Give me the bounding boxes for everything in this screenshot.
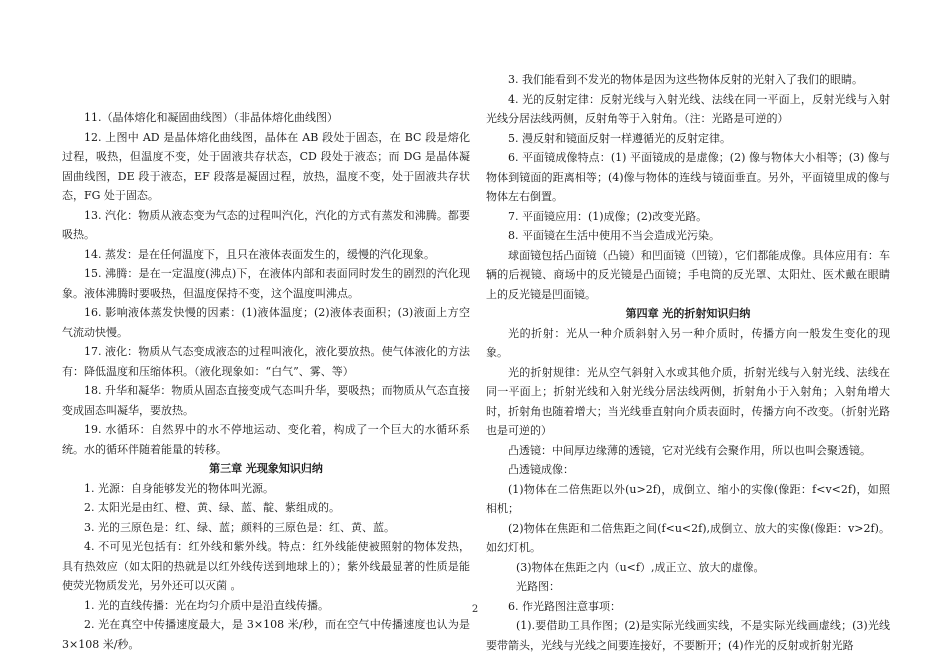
page-number: 2	[471, 604, 479, 615]
diffuse-reflection-item: 5. 漫反射和镜面反射一样遵循光的反射定律。	[508, 131, 731, 145]
imaging-case-3: (3)物体在焦距之内（u<f）,成正立、放大的虚像。	[516, 560, 765, 574]
light-pollution-item: 8. 平面镜在生活中使用不当会造成光污染。	[508, 229, 720, 242]
reflection-law-item: 4. 光的反射定律：反射光线与入射光线、法线在同一平面上，反射光线与入射光线分居法线两侧，反射角等于入射角。（注：光路是可逆的）	[486, 92, 890, 125]
imaging-case-2: (2)物体在焦距和二倍焦距之间(f<u<2f),成倒立、放大的实像(像距：v>2f)。如幻灯机。	[486, 521, 890, 554]
right-column	[486, 0, 890, 655]
straight-line-propagation-item: 1. 光的直线传播：光在均匀介质中是沿直线传播。	[84, 598, 329, 612]
convex-lens-definition: 凸透镜：中间厚边缘薄的透镜，它对光线有会聚作用，所以也叫会聚透镜。	[508, 443, 871, 457]
paragraph-19: 19. 水循环：自然界中的水不停地运动、变化着，构成了一个巨大的水循环系统。水的循环伴随着能量的转移。	[62, 423, 470, 456]
paragraph-12: 12. 上图中 AD 是晶体熔化曲线图，晶体在 AB 段处于固态，在 BC 段是熔化过程，吸热，但温度不变，处于固液共存状态，CD 段处于液态；而 DG 是晶体凝固曲线图，DE 段于液态，EF 段落是凝固过程，放热，温度不变，处于固液共存状态，FG 处于固态。	[62, 130, 470, 202]
refraction-definition: 光的折射：光从一种介质斜射入另一种介质时，传播方向一般发生变化的现象。	[486, 326, 890, 359]
paragraph-14: 14. 蒸发：是在任何温度下，且只在液体表面发生的，缓慢的汽化现象。	[84, 247, 435, 261]
paragraph-18: 18. 升华和凝华：物质从固态直接变成气态叫升华，要吸热；而物质从气态直接变成固态叫凝华，要放热。	[62, 384, 470, 417]
spherical-mirror-paragraph: 球面镜包括凸面镜（凸镜）和凹面镜（凹镜），它们都能成像。具体应用有：车辆的后视镜、商场中的反光镜是凸面镜；手电筒的反光罩、太阳灶、医术戴在眼睛上的反光镜是凹面镜。	[486, 248, 890, 301]
imaging-case-1: (1)物体在二倍焦距以外(u>2f)，成倒立、缩小的实像(像距：f<v<2f)，如照相机；	[486, 482, 890, 515]
crystal-curve-caption: 11.（晶体熔化和凝固曲线图）（非晶体熔化曲线图）	[84, 111, 338, 124]
sunlight-item: 2. 太阳光是由红、橙、黄、绿、蓝、靛、紫组成的。	[84, 501, 340, 514]
paragraph-15: 15. 沸腾：是在一定温度(沸点)下，在液体内部和表面同时发生的剧烈的汽化现象。液体沸腾时要吸热，但温度保持不变，这个温度叫沸点。	[62, 267, 470, 300]
paragraph-17: 17. 液化：物质从气态变成液态的过程叫液化，液化要放热。使气体液化的方法有：降低温度和压缩体积。（液化现象如：“白气”、雾、等）	[62, 345, 470, 378]
ray-diagram-notes: (1).要借助工具作图；(2)是实际光线画实线，不是实际光线画虚线；(3)光线要带箭头，光线与光线之间要连接好，不要断开；(4)作光的反射或折射光路	[486, 619, 890, 652]
refraction-law: 光的折射规律：光从空气斜射入水或其他介质，折射光线与入射光线、法线在同一平面上；折射光线和入射光线分居法线两侧，折射角小于入射角；入射角增大时，折射角也随着增大；当光线垂直射向介质表面时，传播方向不改变。（折射光路也是可逆的）	[486, 365, 890, 437]
primary-colors-item: 3. 光的三原色是：红、绿、蓝；颜料的三原色是：红、黄、蓝。	[84, 520, 395, 534]
convex-lens-imaging-label: 凸透镜成像：	[508, 463, 574, 476]
ray-diagram-notes-heading: 6. 作光路图注意事项：	[508, 599, 621, 613]
left-column	[62, 0, 470, 654]
paragraph-13: 13. 汽化：物质从液态变为气态的过程叫汽化，汽化的方式有蒸发和沸腾。都要吸热。	[62, 208, 470, 241]
plane-mirror-features-item: 6. 平面镜成像特点：(1) 平面镜成的是虚像；(2) 像与物体大小相等；(3) 像与物体到镜面的距离相等；(4)像与物体的连线与镜面垂直。另外，平面镜里成的像与物体左右倒置。	[486, 151, 890, 203]
invisible-light-item: 4. 不可见光包括有：红外线和紫外线。特点：红外线能使被照射的物体发热，具有热效应（如太阳的热就是以红外线传送到地球上的）；紫外线最显著的性质是能使荧光物质发光，另外还可以灭菌 。	[62, 540, 470, 592]
light-source-item: 1. 光源：自身能够发光的物体叫光源。	[84, 481, 274, 495]
paragraph-16: 16. 影响液体蒸发快慢的因素：(1)液体温度；(2)液体表面积；(3)液面上方空气流动快慢。	[62, 306, 470, 339]
chapter-4-heading: 第四章 光的折射知识归纳	[625, 307, 751, 320]
plane-mirror-uses-item: 7. 平面镜应用：(1)成像；(2)改变光路。	[508, 209, 708, 223]
seeing-objects-item: 3. 我们能看到不发光的物体是因为这些物体反射的光射入了我们的眼睛。	[508, 73, 863, 86]
chapter-3-heading: 第三章 光现象知识归纳	[209, 462, 323, 475]
light-speed-item: 2. 光在真空中传播速度最大，是 3×108 米/秒，而在空气中传播速度也认为是 3×108 米/秒。	[62, 618, 470, 651]
ray-diagram-label: 光路图：	[516, 580, 560, 593]
